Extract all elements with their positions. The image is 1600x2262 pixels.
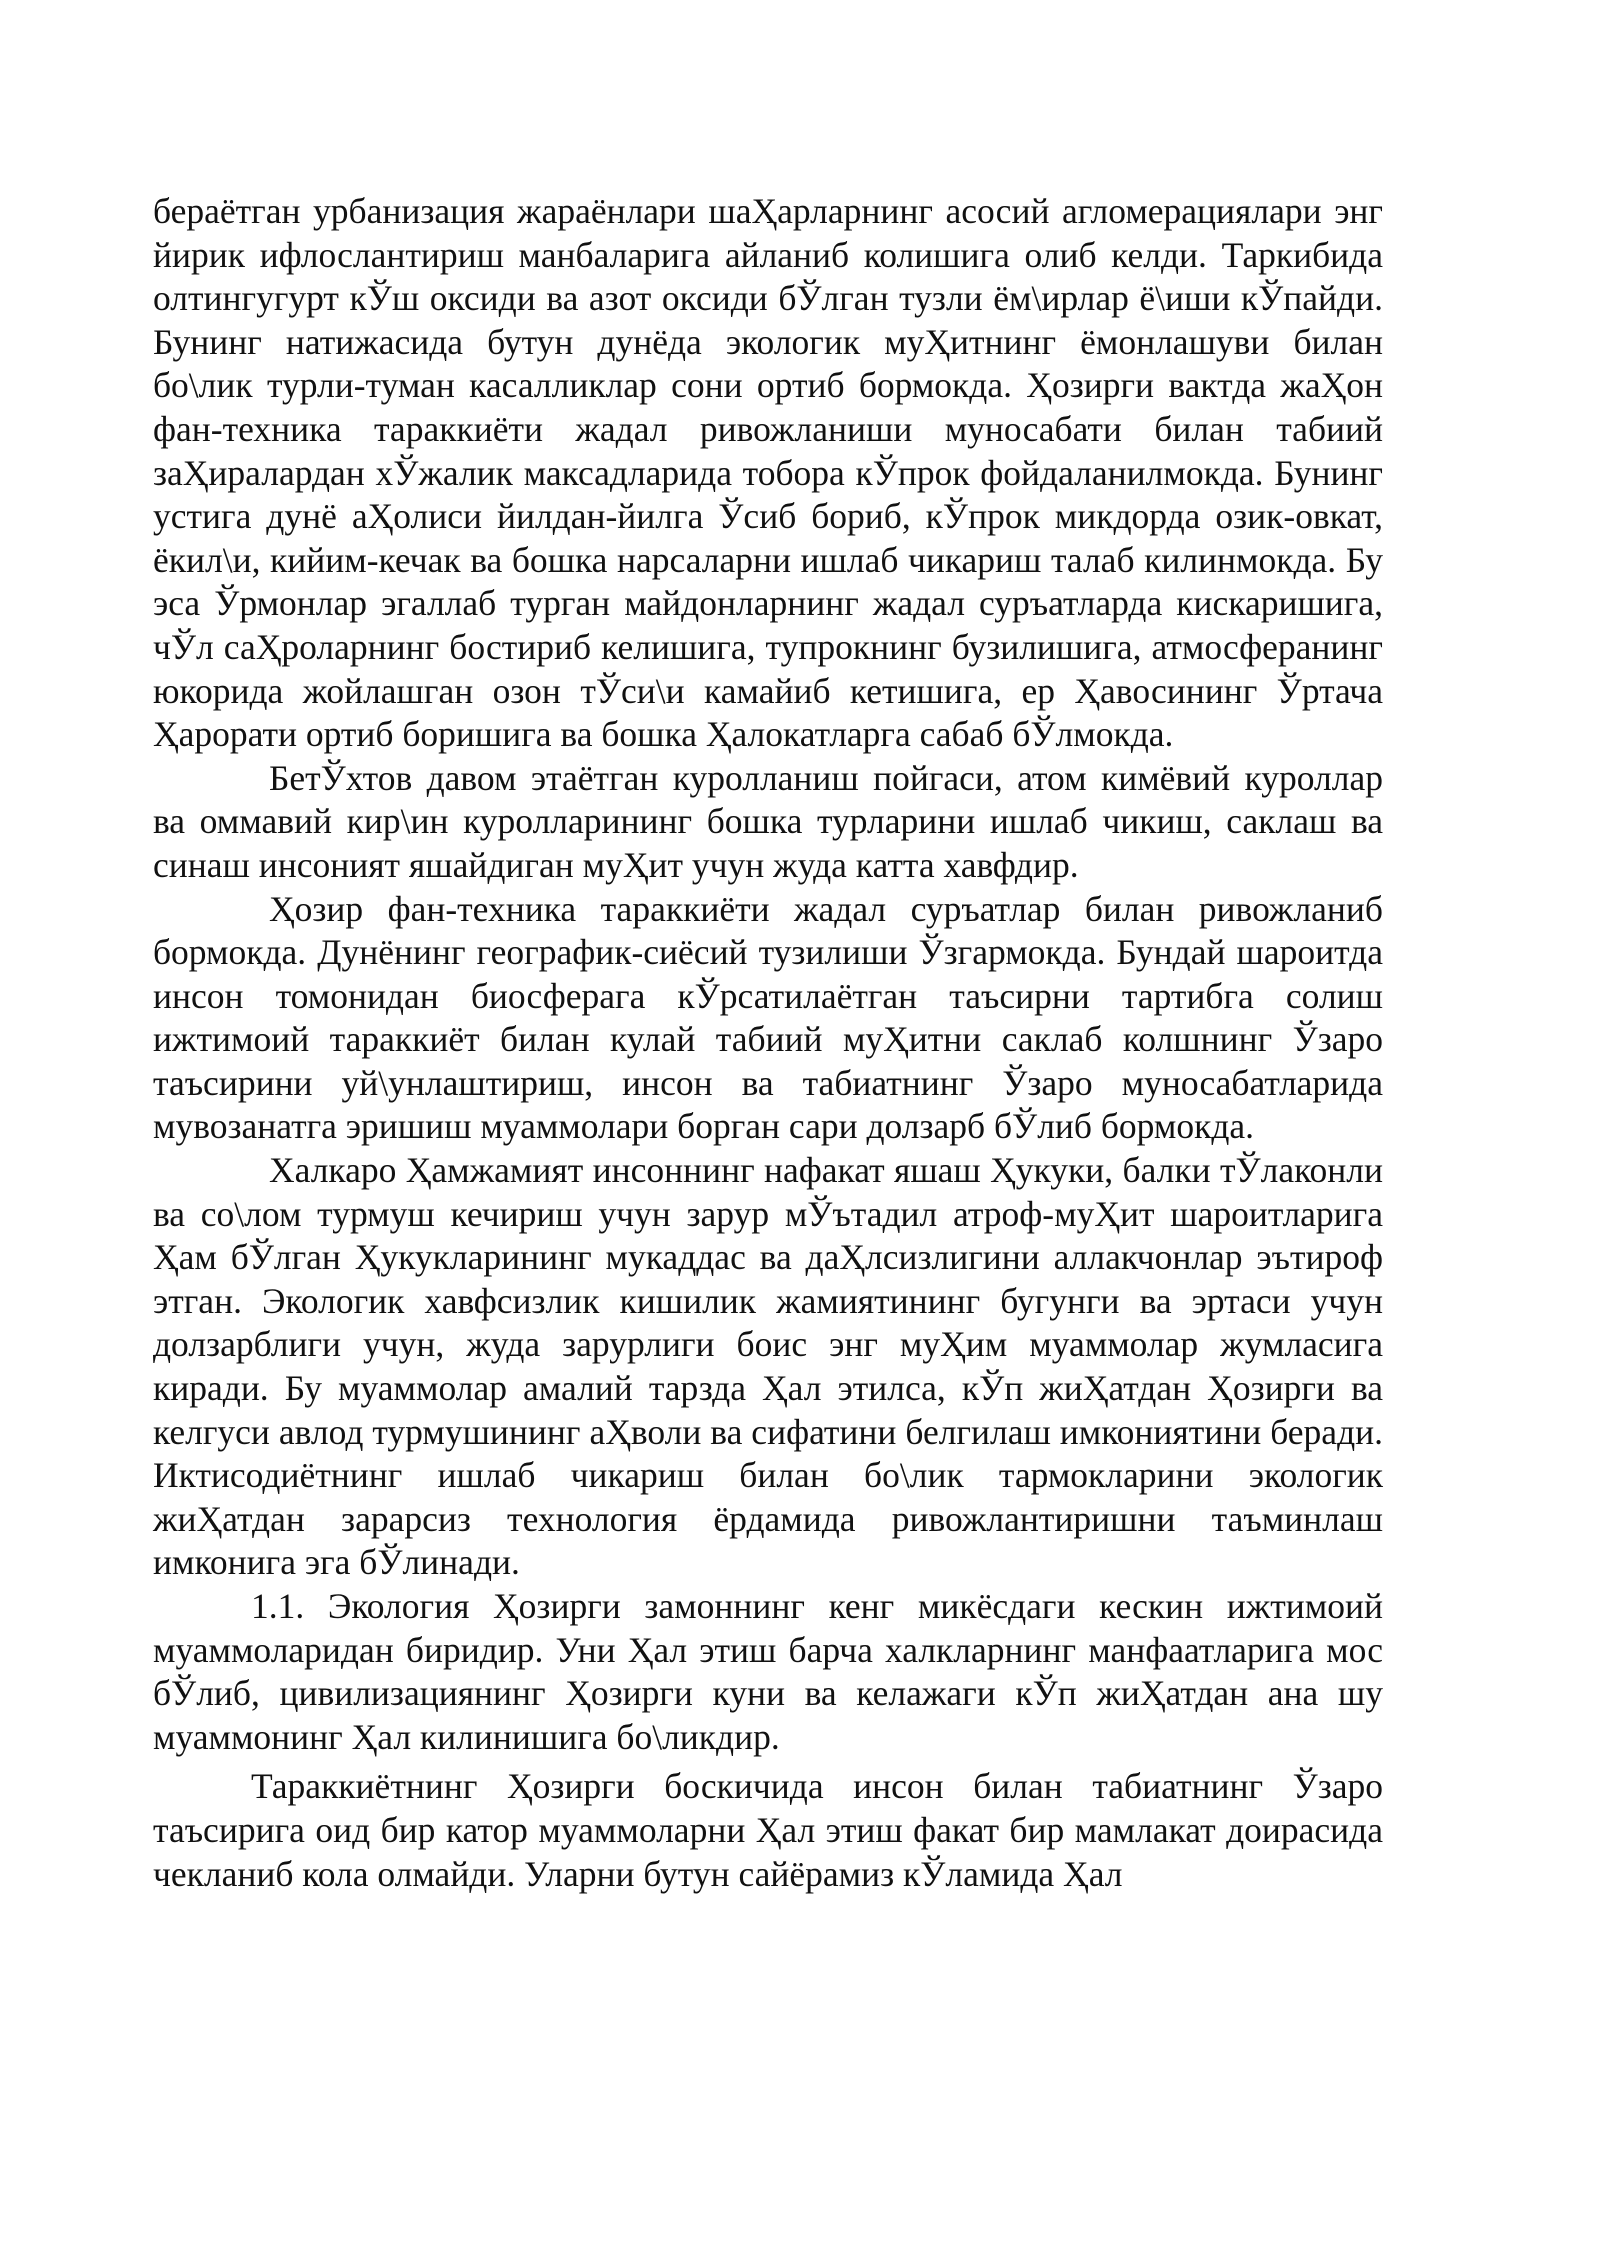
paragraph-1: бераётган урбанизация жараёнлари шаҲарларнинг асосий агломерациялари энг йирик ифлослантириш манбаларига айланиб колишига олиб келди. Таркибида олтингугурт кЎш оксиди ва азот оксиди бЎлган тузли ём\ирлар ё\иши кЎпайди. Бунинг натижасида бутун дунёда экологик муҲитнинг ёмонлашуви билан бо\лик турли-туман касалликлар сони ортиб бормокда. Ҳозирги вактда жаҲон фан-техника тараккиёти жадал ривожланиши муносабати билан табиий заҲиралардан хЎжалик максадларида тобора кЎпрок фойдаланилмокда. Бунинг устига дунё аҲолиси йилдан-йилга Ўсиб бориб, кЎпрок микдорда озик-овкат, ёкил\и, кийим-кечак ва бошка нарсаларни ишлаб чикариш талаб килинмокда. Бу эса Ўрмонлар эгаллаб турган майдонларнинг жадал суръатларда кискаришига, чЎл саҲроларнинг бостириб келишига, тупрокнинг бузилишига, атмосферанинг юкорида жойлашган озон тЎси\и камайиб кетишига, ер Ҳавосининг Ўртача Ҳарорати ортиб боришига ва бошка Ҳалокатларга сабаб бЎлмокда. xyxy=(153,191,1383,755)
paragraph-section-1-1: 1.1. Экология Ҳозирги замоннинг кенг микёсдаги кескин ижтимоий муаммоларидан биридир. Уни Ҳал этиш барча халкларнинг манфаатларига мос бЎлиб, цивилизациянинг Ҳозирги куни ва келажаги кЎп жиҲатдан ана шу муаммонинг Ҳал килинишига бо\ликдир. xyxy=(153,1586,1383,1757)
paragraph-2: БетЎхтов давом этаётган куролланиш пойгаси, атом кимёвий куроллар ва оммавий кир\ин куролларининг бошка турларини ишлаб чикиш, саклаш ва синаш инсоният яшайдиган муҲит учун жуда катта хавфдир. xyxy=(153,757,1383,885)
paragraph-4: Халкаро Ҳамжамият инсоннинг нафакат яшаш Ҳукуки, балки тЎлаконли ва со\лом турмуш кечириш учун зарур мЎътадил атроф-муҲит шароитларига Ҳам бЎлган Ҳукукларининг мукаддас ва даҲлсизлигини аллакчонлар эътироф этган. Экологик хавфсизлик кишилик жамиятининг бугунги ва эртаси учун долзарблиги учун, жуда зарурлиги боис энг муҲим муаммолар жумласига киради. Бу муаммолар амалий тарзда Ҳал этилса, кЎп жиҲатдан Ҳозирги ва келгуси авлод турмушининг аҲволи ва сифатини белгилаш имкониятини беради. Иктисодиётнинг ишлаб чикариш билан бо\лик тармокларини экологик жиҲатдан зарарсиз технология ёрдамида ривожлантиришни таъминлаш имконига эга бЎлинади. xyxy=(153,1150,1383,1583)
document-body xyxy=(153,190,1383,1896)
paragraph-6: Тараккиётнинг Ҳозирги боскичида инсон билан табиатнинг Ўзаро таъсирига оид бир катор муаммоларни Ҳал этиш факат бир мамлакат доирасида чекланиб кола олмайди. Уларни бутун сайёрамиз кЎламида Ҳал xyxy=(153,1766,1383,1894)
paragraph-3: Ҳозир фан-техника тараккиёти жадал суръатлар билан ривожланиб бормокда. Дунёнинг географик-сиёсий тузилиши Ўзгармокда. Бундай шароитда инсон томонидан биосферага кЎрсатилаётган таъсирни тартибга солиш ижтимоий тараккиёт билан кулай табиий муҲитни саклаб колшнинг Ўзаро таъсирини уй\унлаштириш, инсон ва табиатнинг Ўзаро муносабатларида мувозанатга эришиш муаммолари борган сари долзарб бЎлиб бормокда. xyxy=(153,888,1383,1147)
